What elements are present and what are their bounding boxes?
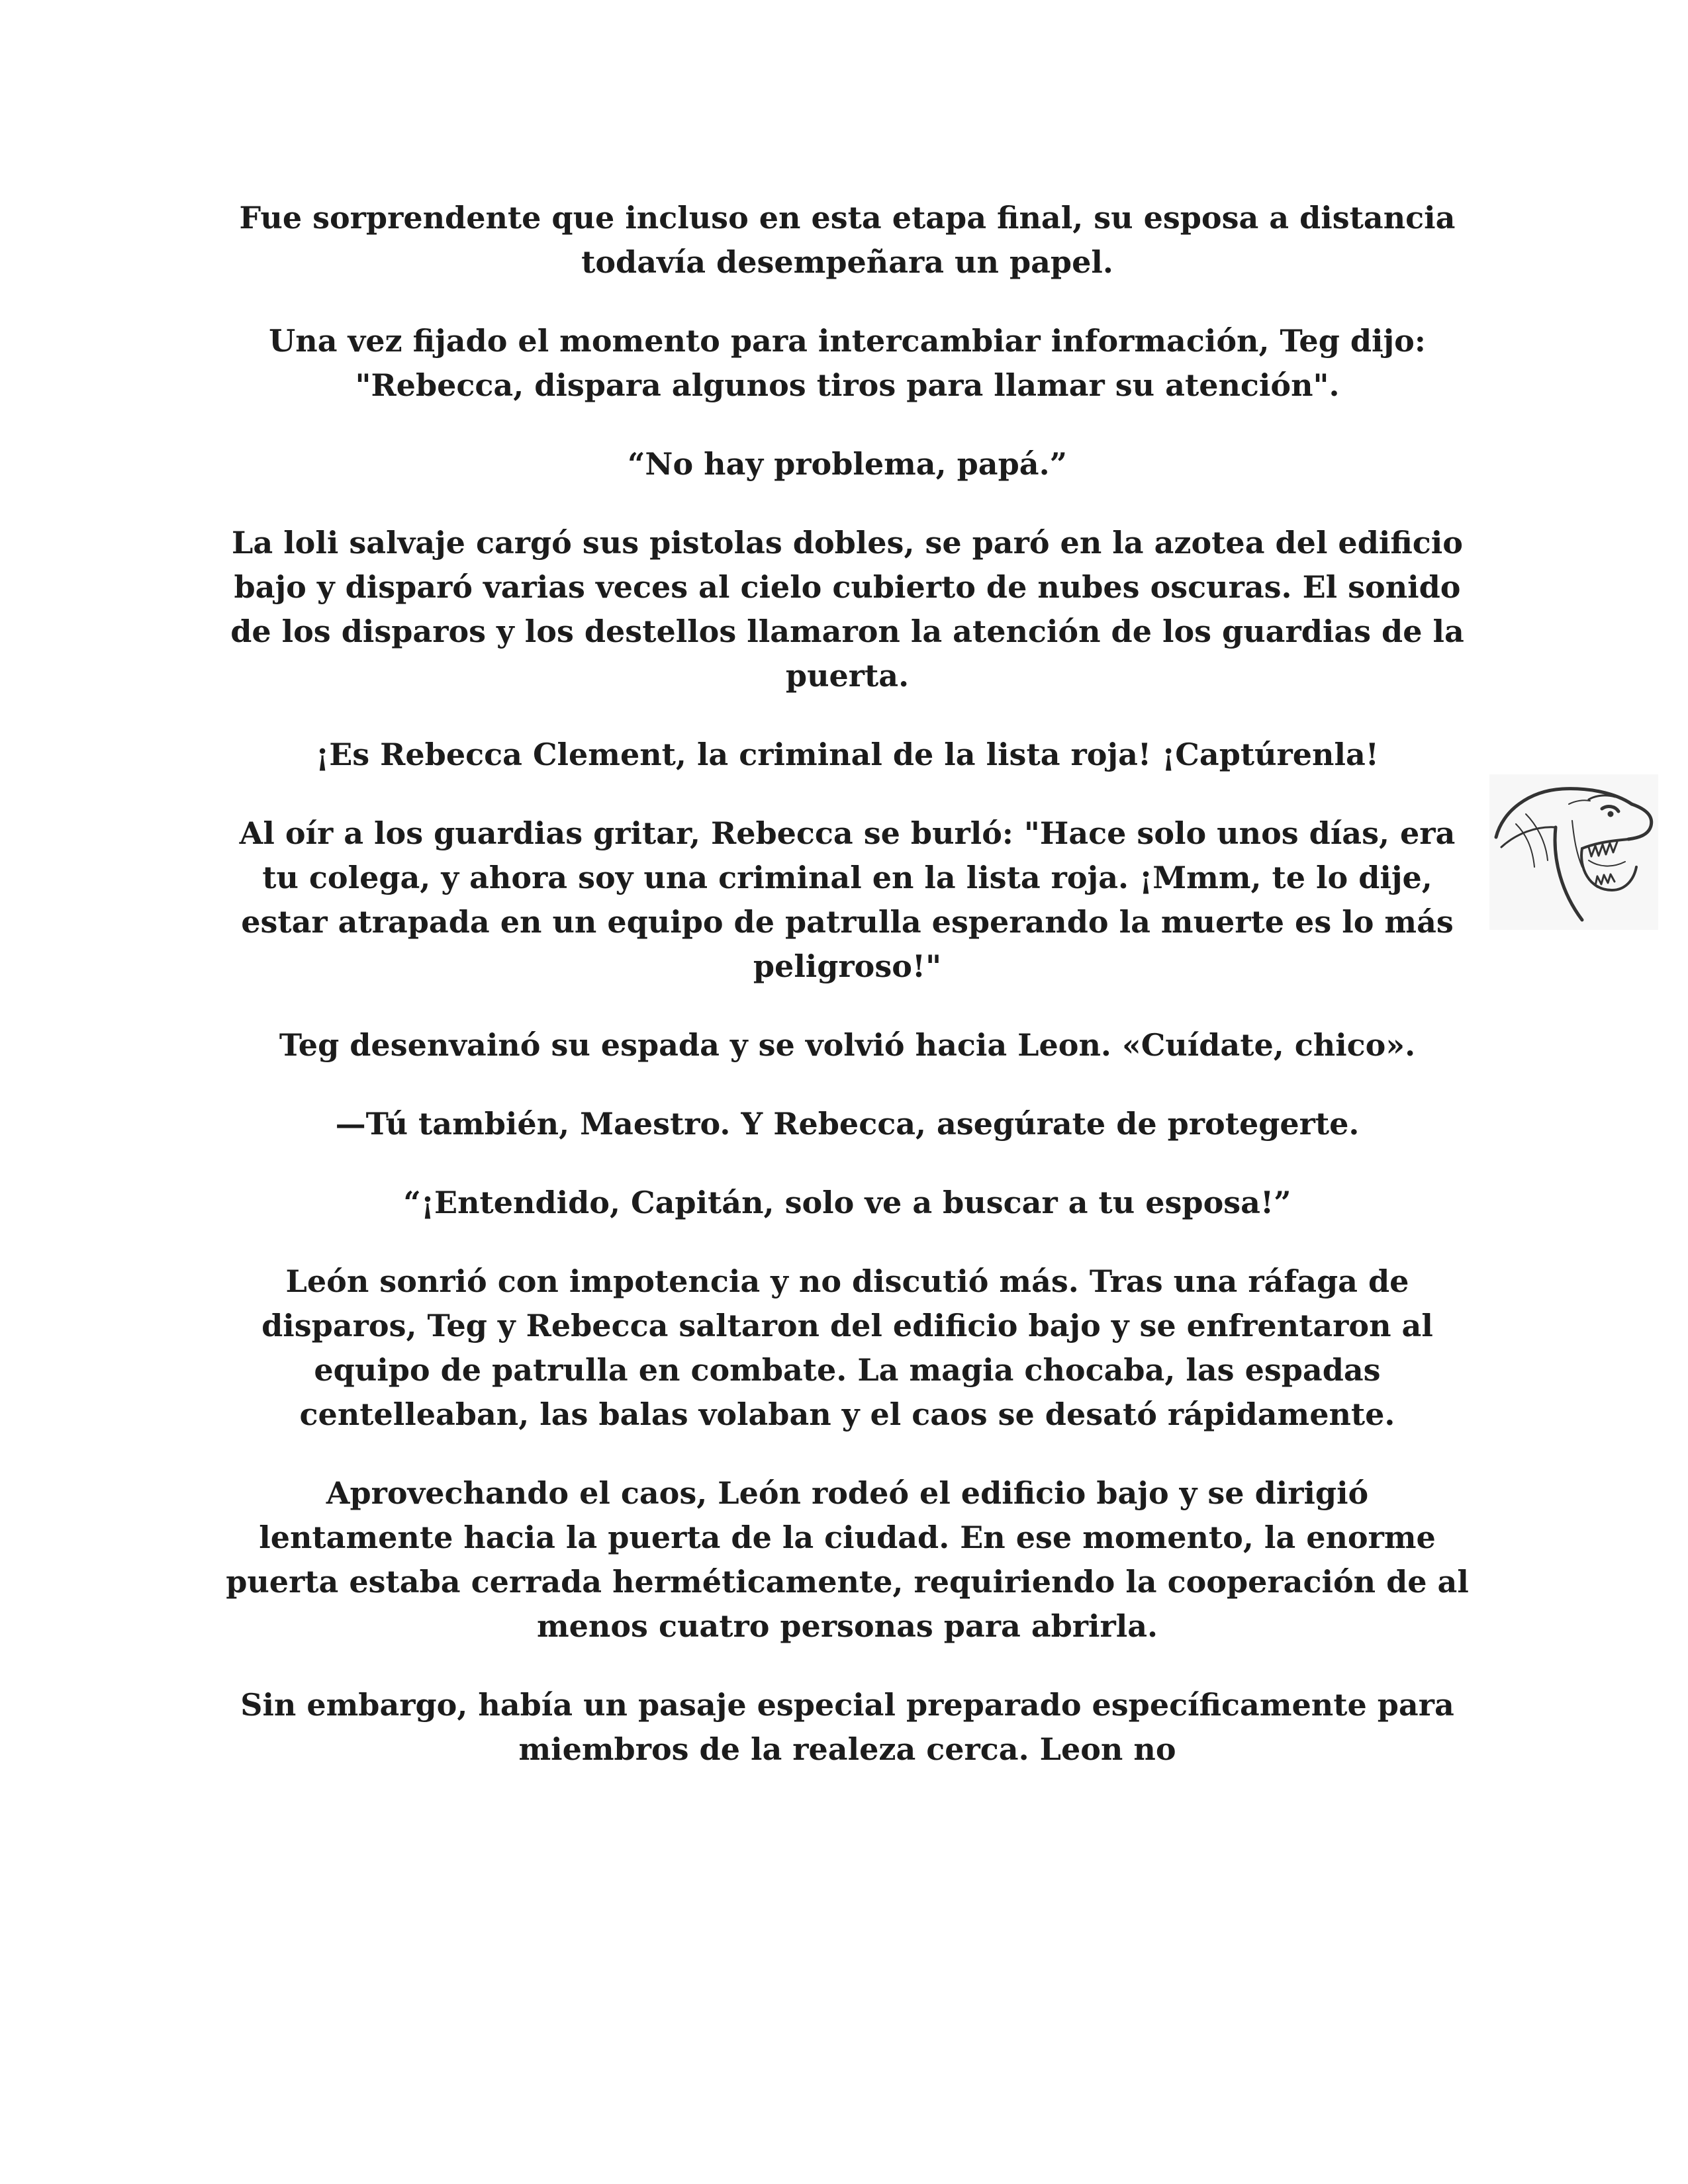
paragraph-4: La loli salvaje cargó sus pistolas dobles, se paró en la azotea del edificio bajo y disparó varias veces al cielo cubierto de nubes oscuras. El sonido de los disparos y los destellos llamaron la atención de los guardias de la puerta. <box>230 525 1464 694</box>
paragraph-6: Al oír a los guardias gritar, Rebecca se burló: "Hace solo unos días, era tu colega, y ahora soy una criminal en la lista roja. ¡Mmm, te lo dije, estar atrapada en un equipo de patrulla esperando la muerte es lo más peligroso!" <box>239 815 1456 984</box>
paragraph-7: Teg desenvainó su espada y se volvió hacia Leon. «Cuídate, chico». <box>279 1027 1416 1063</box>
paragraph-1: Fue sorprendente que incluso en esta etapa final, su esposa a distancia todavía desempeñara un papel. <box>239 200 1456 280</box>
paragraph-11: Aprovechando el caos, León rodeó el edificio bajo y se dirigió lentamente hacia la puerta de la ciudad. En ese momento, la enorme puerta estaba cerrada herméticamente, requiriendo la cooperación de al menos cuatro personas para abrirla. <box>226 1475 1469 1644</box>
paragraph-5: ¡Es Rebecca Clement, la criminal de la lista roja! ¡Captúrenla! <box>316 737 1379 772</box>
paragraph-12: Sin embargo, había un pasaje especial preparado específicamente para miembros de la realeza cerca. Leon no <box>240 1687 1454 1767</box>
paragraph-10: León sonrió con impotencia y no discutió más. Tras una ráfaga de disparos, Teg y Rebecca saltaron del edificio bajo y se enfrentaron al equipo de patrulla en combate. La magia chocaba, las espadas centelleaban, las balas volaban y el caos se desató rápidamente. <box>261 1263 1433 1432</box>
paragraph-2: Una vez fijado el momento para intercambiar información, Teg dijo: "Rebecca, dispara algunos tiros para llamar su atención". <box>269 323 1426 403</box>
page-body <box>225 196 1470 1806</box>
paragraph-8: —Tú también, Maestro. Y Rebecca, asegúrate de protegerte. <box>335 1106 1360 1142</box>
dinosaur-head-icon <box>1489 774 1658 930</box>
paragraph-3: “No hay problema, papá.” <box>627 446 1068 482</box>
paragraph-9: “¡Entendido, Capitán, solo ve a buscar a tu esposa!” <box>403 1185 1291 1220</box>
